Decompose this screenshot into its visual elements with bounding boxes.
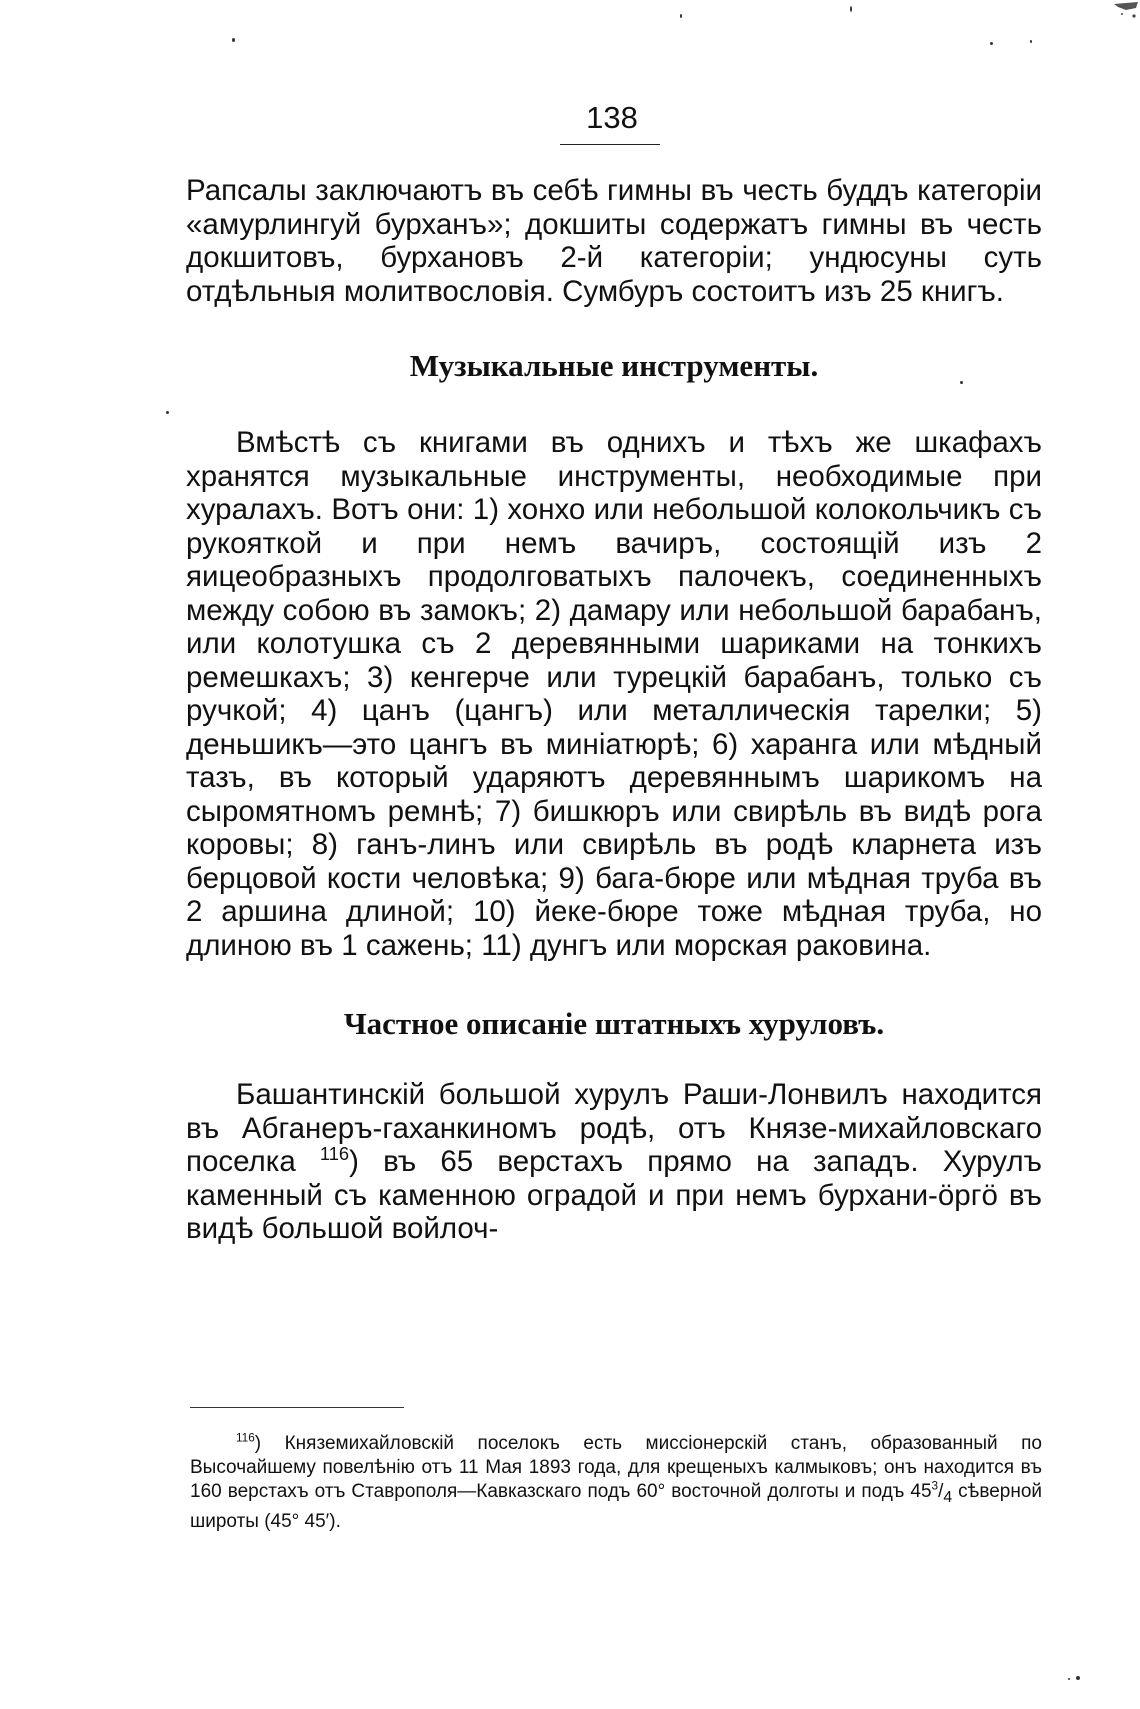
footnote-number: 116 [236, 1431, 255, 1445]
paragraph-text-end: ) въ 65 верстахъ прямо на западъ. Хурулъ каменный съ каменною оградой и при немъ бурхани-öргö въ видѣ большой войлоч- [186, 1145, 1042, 1245]
print-speck [680, 14, 682, 18]
print-speck [1030, 40, 1032, 43]
footnote-separator [190, 1407, 404, 1408]
footnote-reference: 116 [319, 1143, 350, 1165]
paragraph-rapsaly: Рапсалы заключаютъ въ себѣ гимны въ честь буддъ категоріи «амурлингуй бурханъ»; докшиты содержатъ гимны въ честь докшитовъ, бурхановъ 2-й категоріи; ундюсуны суть отдѣльныя молитвословія. Сумбуръ состоитъ изъ 25 книгъ. [186, 174, 1042, 308]
heading-private-description: Частное описаніе штатныхъ хуруловъ. [343, 1006, 885, 1041]
paragraph-bashantinsky-khurul [186, 1078, 1042, 1246]
main-text [186, 174, 1042, 1246]
fraction-denominator: 4 [943, 1488, 953, 1506]
footnote-116 [190, 1432, 1042, 1534]
footnote-text: ) Княземихайловскій поселокъ есть миссіонерскій станъ, образованный по Высочайшему повелѣнію отъ 11 Мая 1893 года, для крещеныхъ калмыковъ; онъ находится въ 160 верстахъ отъ Ставрополя—Кавказскаго подъ 60° восточной долготы и подъ 45 [190, 1433, 1042, 1502]
paragraph-instruments-list: Вмѣстѣ съ книгами въ однихъ и тѣхъ же шкафахъ хранятся музыкальные инструменты, необходимые при хуралахъ. Вотъ они: 1) хонхо или небольшой колокольчикъ съ рукояткой и при немъ вачиръ, состоящій изъ 2 яицеобразныхъ продолговатыхъ палочекъ, соединенныхъ между собою въ замокъ; 2) дамару или небольшой барабанъ, или колотушка съ 2 деревянными шариками на тонкихъ ремешкахъ; 3) кенгерче или турецкій барабанъ, только съ ручкой; 4) цанъ (цангъ) или металлическія тарелки; 5) деньшикъ—это цангъ въ миніатюрѣ; 6) харанга или мѣдный тазъ, въ который ударяютъ деревяннымъ шарикомъ на сыромятномъ ремнѣ; 7) бишкюръ или свирѣль въ видѣ рога коровы; 8) ганъ-линъ или свирѣль въ родѣ кларнета изъ берцовой кости человѣка; 9) бага-бюре или мѣдная труба въ 2 аршина длиной; 10) йеке-бюре тоже мѣдная труба, но длиною въ 1 сажень; 11) дунгъ или морская раковина. [186, 426, 1042, 962]
print-speck [850, 6, 852, 12]
paragraph-text-start: Башантинскій большой хурулъ Раши-Лонвилъ находится въ Абганеръ-гаханкиномъ родѣ, отъ Князе-михайловскаго поселка [186, 1078, 1042, 1178]
fraction-slash: / [938, 1481, 944, 1502]
page-edge-marks [1112, 0, 1140, 22]
print-speck [166, 411, 169, 414]
print-speck [232, 38, 235, 42]
page-number: 138 [586, 100, 638, 135]
page-number-rule [560, 144, 660, 145]
heading-musical-instruments: Музыкальные инструменты. [409, 348, 819, 383]
print-speck [990, 42, 993, 45]
print-speck [1068, 1678, 1070, 1680]
print-speck [1076, 1676, 1080, 1680]
fraction-numerator: 3 [931, 1479, 939, 1493]
footnote-text-end: сѣверной широты (45° 45′). [190, 1481, 1043, 1532]
